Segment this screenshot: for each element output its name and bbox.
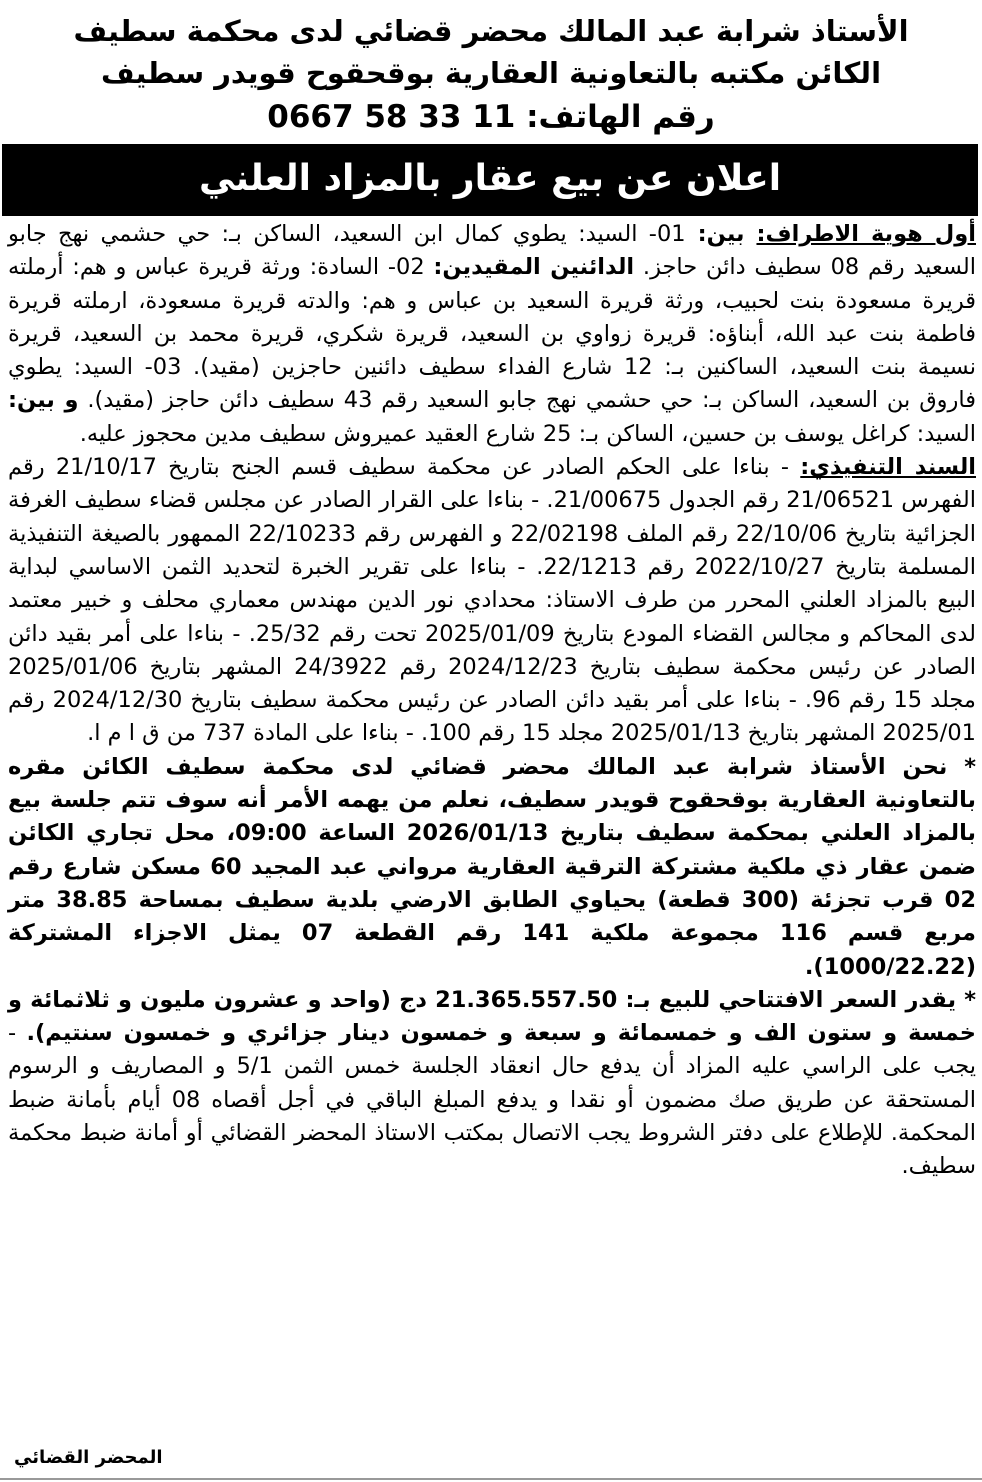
auction-announcement: * نحن الأستاذ شرابة عبد المالك محضر قضائي لدى محكمة سطيف الكائن مقره بالتعاونية العقارية بوقحقوح قويدر سطيف، نعلم من يهمه الأمر أنه سوف تتم جلسة بيع بالمزاد العلني بمحكمة سطيف بتاريخ 2026/01/13 الساعة 09:00، محل تجاري الكائن ضمن عقار ذي ملكية مشتركة الترقية العقارية مرواني عبد المجيد 60 مسكن شارع رقم 02 قرب تجزئة (300 قطعة) يحياوي الطابق الارضي بلدية سطيف بمساحة 38.85 متر مربع قسم 116 مجموعة ملكية 141 رقم القطعة 07 يمثل الاجزاء المشتركة (1000/22.22). [8,753,977,980]
executive-title-section [8,451,976,751]
payment-conditions: - يجب على الراسي عليه المزاد أن يدفع حال انعقاد الجلسة خمس الثمن 5/1 و المصاريف و الرسوم المستحقة عن طريق صك مضمون أو نقدا و يدفع المبلغ الباقي في أجل أقصاه 08 أيام بأمانة ضبط المحكمة. للإطلاع على دفتر الشروط يجب الاتصال بمكتب الاستاذ المحضر القضائي أو أمانة ضبط محكمة سطيف. [8,1020,976,1180]
debtor: السيد: كراغل يوسف بن حسين، الساكن بـ: 25 شارع العقيد عميروش سطيف مدين محجوز عليه. [79,420,976,447]
bailiff-name: الأستاذ شرابة عبد المالك محضر قضائي لدى محكمة سطيف [73,14,909,48]
price-section [8,984,976,1184]
seizing-creditor: 01- السيد: يطوي كمال ابن السعيد، الساكن بـ: حي حشمي نهج جابو السعيد رقم 08 سطيف دائن حاجز. [8,221,976,281]
registered-creditors: 02- السادة: ورثة قريرة عباس و هم: أرملته قريرة مسعودة بنت لحبيب، ورثة قريرة السعيد بن عباس و هم: والدته قريرة مسعودة، ارملته قريرة فاطمة بنت عبد الله، أبناؤه: قريرة زواوي بن السعيد، قريرة شكري، قريرة محمد بن السعيد، قريرة نسيمة بنت السعيد، الساكنين بـ: 12 شارع الفداء سطيف دائنين حاجزين (مقيد). 03- السيد: يطوي فاروق بن السعيد، الساكن بـ: حي حشمي نهج جابو السعيد رقم 43 سطيف دائن حاجز (مقيد). [8,254,977,414]
phone-line [0,94,982,140]
registered-creditors-label: الدائنين المقيدين: [433,254,635,281]
parties-heading: أول هوية الاطراف: [756,221,976,247]
opening-price: * يقدر السعر الافتتاحي للبيع بـ: 21.365.557.50 دج (واحد و عشرون مليون و ثلاثمائة و خمسة و ستون الف و خمسمائة و سبعة و خمسون دينار جزائري و خمسون سنتيم). [8,986,976,1047]
parties-section [8,218,976,451]
phone-number: 0667 58 33 11 [267,99,516,135]
executive-title-heading: السند التنفيذي: [800,454,976,481]
and-between-label: و بين: [8,387,79,414]
signature: المحضر القضائي [14,1447,163,1468]
executive-title-text: - بناءا على الحكم الصادر عن محكمة سطيف قسم الجنح بتاريخ 21/10/17 رقم الفهرس 21/06521 رقم الجدول 21/00675. - بناءا على القرار الصادر عن مجلس قضاء سطيف الغرفة الجزائية بتاريخ 22/10/06 رقم الملف 22/02198 و الفهرس رقم 22/10233 الممهور بالصيغة التنفيذية المسلمة بتاريخ 2022/10/27 رقم 22/1213. - بناءا على تقرير الخبرة لتحديد الثمن الاساسي لبداية البيع بالمزاد العلني المحرر من طرف الاستاذ: محدادي نور الدين مهندس معماري محلف و خبير معتمد لدى المحاكم و مجالس القضاء المودع بتاريخ 2025/01/09 تحت رقم 25/32. - بناءا على أمر بقيد دائن الصادر عن رئيس محكمة سطيف بتاريخ 2024/12/23 رقم 24/3922 المشهر بتاريخ 2025/01/06 مجلد 15 رقم 96. - بناءا على أمر بقيد دائن الصادر عن رئيس محكمة سطيف بتاريخ 2024/12/30 رقم 2025/01 المشهر بتاريخ 2025/01/13 مجلد 15 رقم 100. - بناءا على المادة 737 من ق ا م ا. [8,454,977,747]
between-label: بين: [685,221,757,247]
office-address: الكائن مكتبه بالتعاونية العقارية بوقحقوح قويدر سطيف [100,56,882,90]
notice-body [0,216,982,1184]
bottom-divider [0,1478,982,1480]
notice-header [0,10,982,140]
phone-label: رقم الهاتف: [526,99,715,135]
notice-title: اعلان عن بيع عقار بالمزاد العلني [2,144,978,216]
